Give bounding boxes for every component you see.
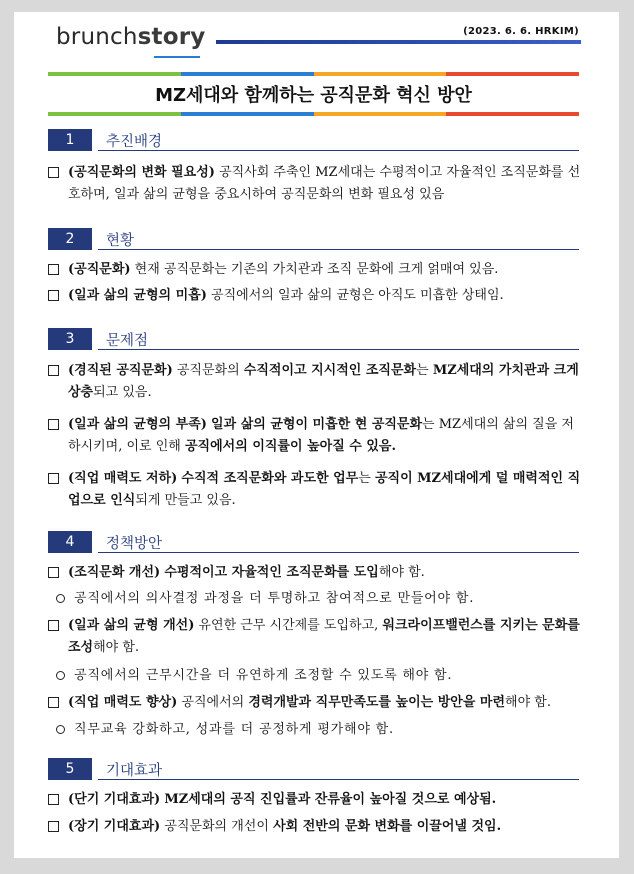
title-color-bar-bottom [48,112,579,116]
header-rule [216,40,581,44]
bullet-item: (단기 기대효과) MZ세대의 공직 진입률과 잔류율이 높아질 것으로 예상됨. [48,789,584,811]
section-rule [98,150,579,151]
bullet-item: (조직문화 개선) 수평적이고 자율적인 조직문화를 도입해야 함. [48,562,584,584]
bullet-item: (직업 매력도 향상) 공직에서의 경력개발과 직무만족도를 높이는 방안을 마련해야 함. [48,692,584,714]
checkbox-square-icon [48,290,59,301]
checkbox-square-icon [48,473,59,484]
bullet-item: (공직문화) 현재 공직문화는 기존의 가치관과 조직 문화에 크게 얽매여 있음. [48,259,584,281]
section-number: 2 [48,228,92,250]
section-number: 3 [48,328,92,350]
header [14,12,619,72]
bullet-item: (공직문화의 변화 필요성) 공직사회 주축인 MZ세대는 수평적이고 자율적인 조직문화를 선호하며, 일과 삶의 균형을 중요시하여 공직문화의 변화 필요성 있음 [48,162,584,206]
sub-bullet-item: 직무교육 강화하고, 성과를 더 공정하게 평가해야 함. [56,719,584,741]
checkbox-square-icon [48,794,59,805]
section-1-heading [48,129,579,151]
circle-bullet-icon [56,594,65,603]
section-2-heading [48,228,579,250]
section-title: 기대효과 [106,763,163,779]
section-3-heading [48,328,579,350]
title-box [48,72,579,116]
section-rule [98,552,579,553]
checkbox-square-icon [48,419,59,430]
section-title: 추진배경 [106,134,163,150]
section-number: 4 [48,531,92,553]
bullet-item: (일과 삶의 균형 개선) 유연한 근무 시간제를 도입하고, 워크라이프밸런스를 지키는 문화를 조성해야 함. [48,615,584,659]
sub-bullet-item: 공직에서의 의사결정 과정을 더 투명하고 참여적으로 만들어야 함. [56,588,584,610]
bullet-item: (경직된 공직문화) 공직문화의 수직적이고 지시적인 조직문화는 MZ세대의 가치관과 크게 상충되고 있음. [48,360,584,404]
bullet-item: (장기 기대효과) 공직문화의 개선이 사회 전반의 문화 변화를 이끌어낼 것임. [48,816,584,838]
section-rule [98,779,579,780]
section-title: 정책방안 [106,536,163,552]
checkbox-square-icon [48,567,59,578]
bullet-item: (일과 삶의 균형의 미흡) 공직에서의 일과 삶의 균형은 아직도 미흡한 상태임. [48,285,584,307]
checkbox-square-icon [48,821,59,832]
section-5-heading [48,758,579,780]
section-number: 5 [48,758,92,780]
logo-text-brunch: brunch [56,24,138,50]
checkbox-square-icon [48,620,59,631]
section-rule [98,249,579,250]
checkbox-square-icon [48,697,59,708]
checkbox-square-icon [48,264,59,275]
document-date: (2023. 6. 6. HRKIM) [463,26,579,37]
checkbox-square-icon [48,167,59,178]
checkbox-square-icon [48,365,59,376]
sub-bullet-item: 공직에서의 근무시간을 더 유연하게 조정할 수 있도록 해야 함. [56,665,584,687]
section-title: 현황 [106,233,135,249]
brand-logo [56,24,205,50]
section-title: 문제점 [106,333,149,349]
section-number: 1 [48,129,92,151]
bullet-item: (일과 삶의 균형의 부족) 일과 삶의 균형이 미흡한 현 공직문화는 MZ세대의 삶의 질을 저하시키며, 이로 인해 공직에서의 이직률이 높아질 수 있음. [48,414,584,458]
section-4-heading [48,531,579,553]
bullet-item: (직업 매력도 저하) 수직적 조직문화와 과도한 업무는 공직이 MZ세대에게 덜 매력적인 직업으로 인식되게 만들고 있음. [48,468,584,512]
document-title: MZ세대와 함께하는 공직문화 혁신 방안 [155,85,472,106]
circle-bullet-icon [56,725,65,734]
section-rule [98,349,579,350]
circle-bullet-icon [56,671,65,680]
logo-underline [154,56,200,58]
document-page [14,12,619,858]
logo-text-story: story [137,24,206,50]
